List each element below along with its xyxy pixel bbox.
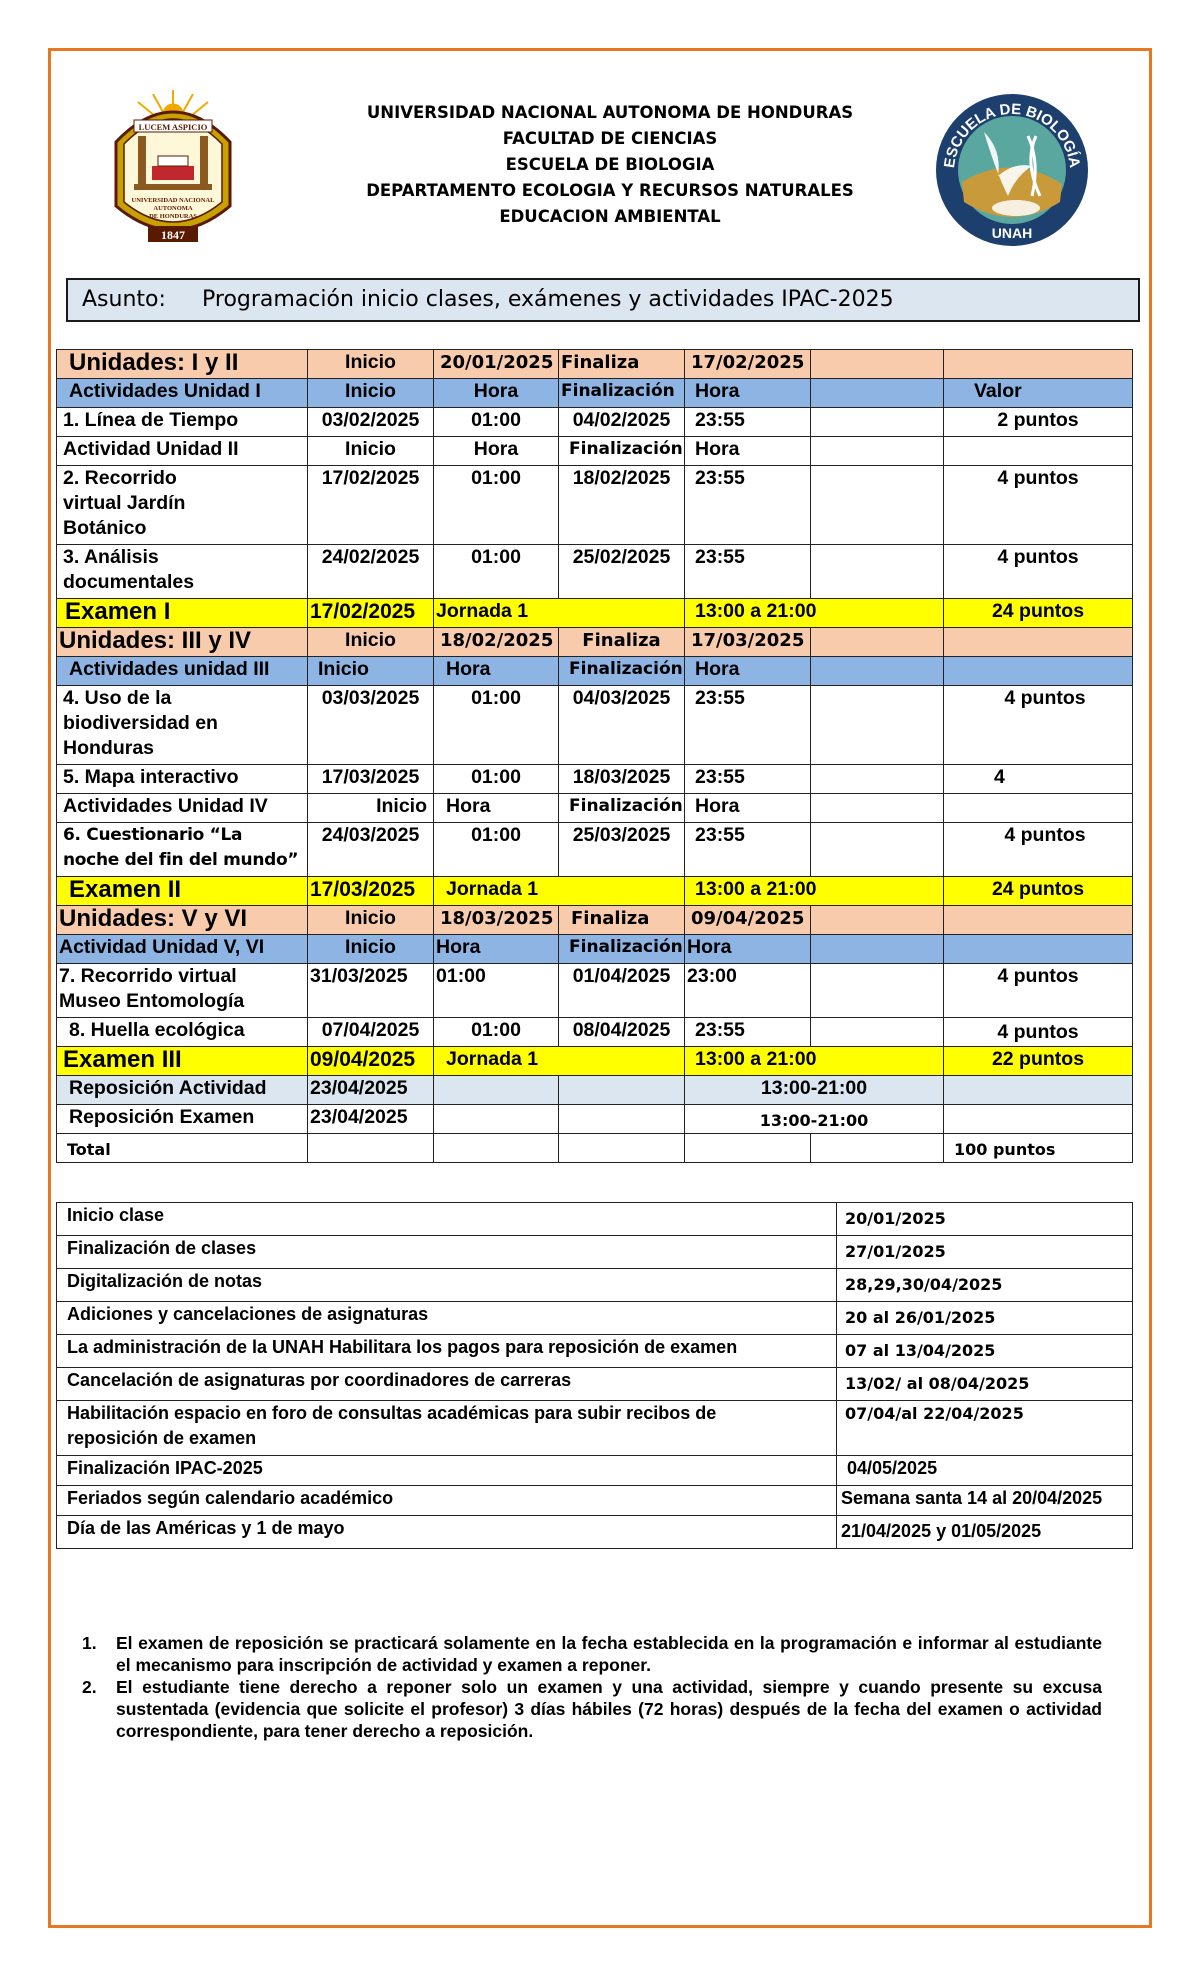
header-row	[57, 379, 1133, 408]
cell: 17/03/2025	[308, 765, 434, 794]
exam-points: 24 puntos	[944, 599, 1133, 628]
cell: 23:55	[685, 408, 811, 437]
note-item	[82, 1632, 1102, 1676]
calendar-label: Adiciones y cancelaciones de asignaturas	[57, 1302, 837, 1335]
calendar-label: Digitalización de notas	[57, 1269, 837, 1302]
academic-calendar-table	[56, 1202, 1133, 1549]
cell: 01:00	[434, 823, 559, 877]
calendar-value: 21/04/2025 y 01/05/2025	[837, 1516, 1133, 1549]
cell	[811, 686, 944, 765]
cell: 18/02/2025	[559, 466, 685, 545]
cell: 17/03/2025	[308, 877, 434, 906]
cell: Hora	[434, 437, 559, 466]
cell	[559, 1105, 685, 1134]
activity-points: 4 puntos	[944, 964, 1133, 1018]
exam-row	[57, 599, 1133, 628]
cell: 01:00	[434, 545, 559, 599]
cell: 13:00-21:00	[685, 1076, 944, 1105]
calendar-row	[57, 1203, 1133, 1236]
calendar-row	[57, 1368, 1133, 1401]
cell: 01:00	[434, 686, 559, 765]
total-row	[57, 1134, 1133, 1163]
cell: 23:55	[685, 545, 811, 599]
activity-name: 4. Uso de la biodiversidad en Honduras	[57, 686, 308, 765]
cell	[811, 1134, 944, 1163]
activity-name: 2. Recorrido virtual Jardín Botánico	[57, 466, 308, 545]
unit-row	[57, 906, 1133, 935]
cell: 23/04/2025	[308, 1105, 434, 1134]
cell: Hora	[685, 379, 811, 408]
cell: Hora	[434, 657, 559, 686]
cell	[944, 1105, 1133, 1134]
cell: 17/02/2025	[308, 466, 434, 545]
cell	[944, 935, 1133, 964]
calendar-value: 20 al 26/01/2025	[837, 1302, 1133, 1335]
cell	[811, 964, 944, 1018]
cell: 23:00	[685, 964, 811, 1018]
cell	[944, 794, 1133, 823]
header-row	[57, 794, 1133, 823]
exam-name: Examen III	[57, 1047, 308, 1076]
calendar-row	[57, 1456, 1133, 1486]
cell	[811, 350, 944, 379]
cell	[559, 1076, 685, 1105]
activity-name: 8. Huella ecológica	[57, 1018, 308, 1047]
cell: 23:55	[685, 823, 811, 877]
unit-row	[57, 628, 1133, 657]
cell: Finalización	[559, 794, 685, 823]
calendar-value: 07/04/al 22/04/2025	[837, 1401, 1133, 1456]
cell: 13:00 a 21:00	[685, 599, 944, 628]
exam-points: 22 puntos	[944, 1047, 1133, 1076]
unit-row	[57, 350, 1133, 379]
cell	[811, 794, 944, 823]
note-number: 1.	[82, 1633, 97, 1653]
cell: Hora	[434, 935, 559, 964]
calendar-value: Semana santa 14 al 20/04/2025	[837, 1486, 1133, 1516]
cell	[559, 1134, 685, 1163]
calendar-label: Finalización de clases	[57, 1236, 837, 1269]
activity-points: 2 puntos	[944, 408, 1133, 437]
activity-name: 5. Mapa interactivo	[57, 765, 308, 794]
cell: Hora	[685, 437, 811, 466]
cell	[811, 466, 944, 545]
cell: 13:00 a 21:00	[685, 877, 944, 906]
seal-motto: LUCEM ASPICIO	[138, 122, 208, 132]
header-row	[57, 437, 1133, 466]
cell: Inicio	[308, 437, 434, 466]
cell: Finaliza	[559, 628, 685, 657]
header-line: ESCUELA DE BIOLOGIA	[505, 155, 715, 174]
calendar-value: 07 al 13/04/2025	[837, 1335, 1133, 1368]
header-label: Actividades unidad III	[57, 657, 308, 686]
cell: Hora	[685, 657, 811, 686]
note-number: 2.	[82, 1677, 97, 1697]
header-label: Actividad Unidad V, VI	[57, 935, 308, 964]
calendar-row	[57, 1401, 1133, 1456]
cell: 01/04/2025	[559, 964, 685, 1018]
total-label: Total	[57, 1134, 308, 1163]
exam-name: Examen I	[57, 599, 308, 628]
calendar-row	[57, 1236, 1133, 1269]
calendar-label: Día de las Américas y 1 de mayo	[57, 1516, 837, 1549]
cell: Hora	[434, 794, 559, 823]
makeup-row	[57, 1076, 1133, 1105]
cell: 17/02/2025	[308, 599, 434, 628]
cell: 04/02/2025	[559, 408, 685, 437]
activity-name: 1. Línea de Tiempo	[57, 408, 308, 437]
cell: Jornada 1	[434, 599, 685, 628]
calendar-value: 20/01/2025	[837, 1203, 1133, 1236]
exam-name: Examen II	[57, 877, 308, 906]
calendar-label: Inicio clase	[57, 1203, 837, 1236]
cell: 01:00	[434, 408, 559, 437]
activity-row	[57, 1018, 1133, 1047]
seal-text-line3: DE HONDURAS	[149, 213, 197, 220]
cell	[811, 1018, 944, 1047]
cell: 20/01/2025	[434, 350, 559, 379]
header-row	[57, 657, 1133, 686]
cell: Finalización	[559, 657, 685, 686]
activity-points: 4 puntos	[944, 823, 1133, 877]
cell: 23:55	[685, 1018, 811, 1047]
schedule-table	[56, 349, 1133, 1163]
cell	[811, 823, 944, 877]
cell: Finaliza	[559, 906, 685, 935]
subject-box	[66, 278, 1140, 322]
header-line: FACULTAD DE CIENCIAS	[502, 129, 718, 148]
cell	[811, 657, 944, 686]
cell	[944, 437, 1133, 466]
cell: Jornada 1	[434, 1047, 685, 1076]
cell: Hora	[434, 379, 559, 408]
exam-row	[57, 877, 1133, 906]
calendar-value: 04/05/2025	[837, 1456, 1133, 1486]
total-points: 100 puntos	[944, 1134, 1133, 1163]
calendar-label: Cancelación de asignaturas por coordinadores de carreras	[57, 1368, 837, 1401]
calendar-label: Habilitación espacio en foro de consultas académicas para subir recibos de reposición de examen	[57, 1401, 837, 1456]
calendar-row	[57, 1302, 1133, 1335]
logo-unah-text: UNAH	[991, 225, 1033, 241]
subject-label: Asunto:	[82, 287, 166, 312]
cell	[811, 408, 944, 437]
cell: Inicio	[308, 794, 434, 823]
makeup-name: Reposición Examen	[57, 1105, 308, 1134]
institution-header	[300, 100, 920, 230]
cell	[811, 906, 944, 935]
cell: Inicio	[308, 935, 434, 964]
cell: 04/03/2025	[559, 686, 685, 765]
activity-points: 4 puntos	[944, 545, 1133, 599]
cell: 23/04/2025	[308, 1076, 434, 1105]
escuela-biologia-logo	[932, 92, 1092, 248]
cell: Jornada 1	[434, 877, 685, 906]
cell: 03/03/2025	[308, 686, 434, 765]
cell: 25/03/2025	[559, 823, 685, 877]
activity-points: 4 puntos	[944, 1018, 1133, 1047]
cell	[308, 1134, 434, 1163]
unit-title: Unidades: III y IV	[57, 628, 308, 657]
notes-list	[82, 1632, 1102, 1742]
calendar-row	[57, 1269, 1133, 1302]
cell: 23:55	[685, 466, 811, 545]
calendar-label: Feriados según calendario académico	[57, 1486, 837, 1516]
cell: 31/03/2025	[308, 964, 434, 1018]
calendar-row	[57, 1486, 1133, 1516]
activity-row	[57, 686, 1133, 765]
cell: Hora	[685, 935, 811, 964]
cell: 09/04/2025	[308, 1047, 434, 1076]
calendar-row	[57, 1516, 1133, 1549]
logo-ring-text: ESCUELA DE BIOLOGÍA	[941, 100, 1083, 169]
cell: 23:55	[685, 686, 811, 765]
header-line: DEPARTAMENTO ECOLOGIA Y RECURSOS NATURALES	[366, 181, 854, 200]
cell: 23:55	[685, 765, 811, 794]
note-text: El examen de reposición se practicará solamente en la fecha establecida en la programación e informar al estudiante el mecanismo para inscripción de actividad y examen a reponer.	[116, 1633, 1102, 1675]
makeup-name: Reposición Actividad	[57, 1076, 308, 1105]
activity-row	[57, 964, 1133, 1018]
cell: 18/02/2025	[434, 628, 559, 657]
cell: Inicio	[308, 350, 434, 379]
note-item	[82, 1676, 1102, 1742]
cell: Inicio	[308, 906, 434, 935]
cell	[811, 628, 944, 657]
exam-points: 24 puntos	[944, 877, 1133, 906]
activity-row	[57, 466, 1133, 545]
header-label: Actividades Unidad IV	[57, 794, 308, 823]
activity-points: 4 puntos	[944, 466, 1133, 545]
cell: 01:00	[434, 1018, 559, 1047]
cell	[944, 350, 1133, 379]
activity-name: 6. Cuestionario “La noche del fin del mundo”	[57, 823, 308, 877]
cell: Inicio	[308, 657, 434, 686]
cell: Hora	[685, 794, 811, 823]
note-text: El estudiante tiene derecho a reponer solo un examen y una actividad, siempre y cuando presente su excusa sustentada (evidencia que solicite el profesor) 3 días hábiles (72 horas) después de la fecha del examen o actividad correspondiente, para tener derecho a reposición.	[116, 1677, 1102, 1741]
cell	[944, 628, 1133, 657]
cell: 01:00	[434, 964, 559, 1018]
seal-year: 1847	[161, 228, 185, 242]
cell: 17/03/2025	[685, 628, 811, 657]
unit-title: Unidades: I y II	[57, 350, 308, 379]
cell	[434, 1134, 559, 1163]
makeup-row	[57, 1105, 1133, 1134]
cell: Finalización	[559, 437, 685, 466]
header-label: Actividades Unidad I	[57, 379, 308, 408]
header-line: UNIVERSIDAD NACIONAL AUTONOMA DE HONDURAS	[366, 103, 854, 122]
activity-row	[57, 823, 1133, 877]
cell	[811, 935, 944, 964]
cell: 24/03/2025	[308, 823, 434, 877]
calendar-value: 13/02/ al 08/04/2025	[837, 1368, 1133, 1401]
cell: 18/03/2025	[559, 765, 685, 794]
header-line: EDUCACION AMBIENTAL	[499, 207, 721, 226]
calendar-row	[57, 1335, 1133, 1368]
activity-row	[57, 408, 1133, 437]
activity-row	[57, 765, 1133, 794]
unit-title: Unidades: V y VI	[57, 906, 308, 935]
cell	[944, 1076, 1133, 1105]
calendar-label: La administración de la UNAH Habilitara los pagos para reposición de examen	[57, 1335, 837, 1368]
cell: Finalización	[559, 935, 685, 964]
cell: 13:00 a 21:00	[685, 1047, 944, 1076]
cell	[434, 1076, 559, 1105]
cell: 18/03/2025	[434, 906, 559, 935]
seal-text-line1: UNIVERSIDAD NACIONAL	[131, 197, 215, 204]
calendar-label: Finalización IPAC-2025	[57, 1456, 837, 1486]
cell: 09/04/2025	[685, 906, 811, 935]
cell	[811, 765, 944, 794]
cell	[434, 1105, 559, 1134]
cell: Inicio	[308, 628, 434, 657]
activity-points: 4 puntos	[944, 686, 1133, 765]
cell	[944, 657, 1133, 686]
header-row	[57, 935, 1133, 964]
cell	[811, 545, 944, 599]
exam-row	[57, 1047, 1133, 1076]
unah-seal-logo	[108, 86, 238, 254]
calendar-value: 27/01/2025	[837, 1236, 1133, 1269]
activity-name: 7. Recorrido virtual Museo Entomología	[57, 964, 308, 1018]
cell	[944, 906, 1133, 935]
cell: 17/02/2025	[685, 350, 811, 379]
cell: 01:00	[434, 765, 559, 794]
cell: Finaliza	[559, 350, 685, 379]
subject-text: Programación inicio clases, exámenes y actividades IPAC-2025	[202, 287, 894, 312]
cell: 07/04/2025	[308, 1018, 434, 1047]
cell: 24/02/2025	[308, 545, 434, 599]
cell: Valor	[944, 379, 1133, 408]
cell: 03/02/2025	[308, 408, 434, 437]
cell: 01:00	[434, 466, 559, 545]
cell: 13:00-21:00	[685, 1105, 944, 1134]
calendar-value: 28,29,30/04/2025	[837, 1269, 1133, 1302]
header-label: Actividad Unidad II	[57, 437, 308, 466]
cell	[685, 1134, 811, 1163]
activity-points: 4	[944, 765, 1133, 794]
cell	[811, 379, 944, 408]
activity-row	[57, 545, 1133, 599]
seal-text-line2: AUTONOMA	[153, 205, 193, 212]
cell: Inicio	[308, 379, 434, 408]
cell	[811, 437, 944, 466]
cell: Finalización	[559, 379, 685, 408]
cell: 25/02/2025	[559, 545, 685, 599]
cell: 08/04/2025	[559, 1018, 685, 1047]
activity-name: 3. Análisis documentales	[57, 545, 308, 599]
